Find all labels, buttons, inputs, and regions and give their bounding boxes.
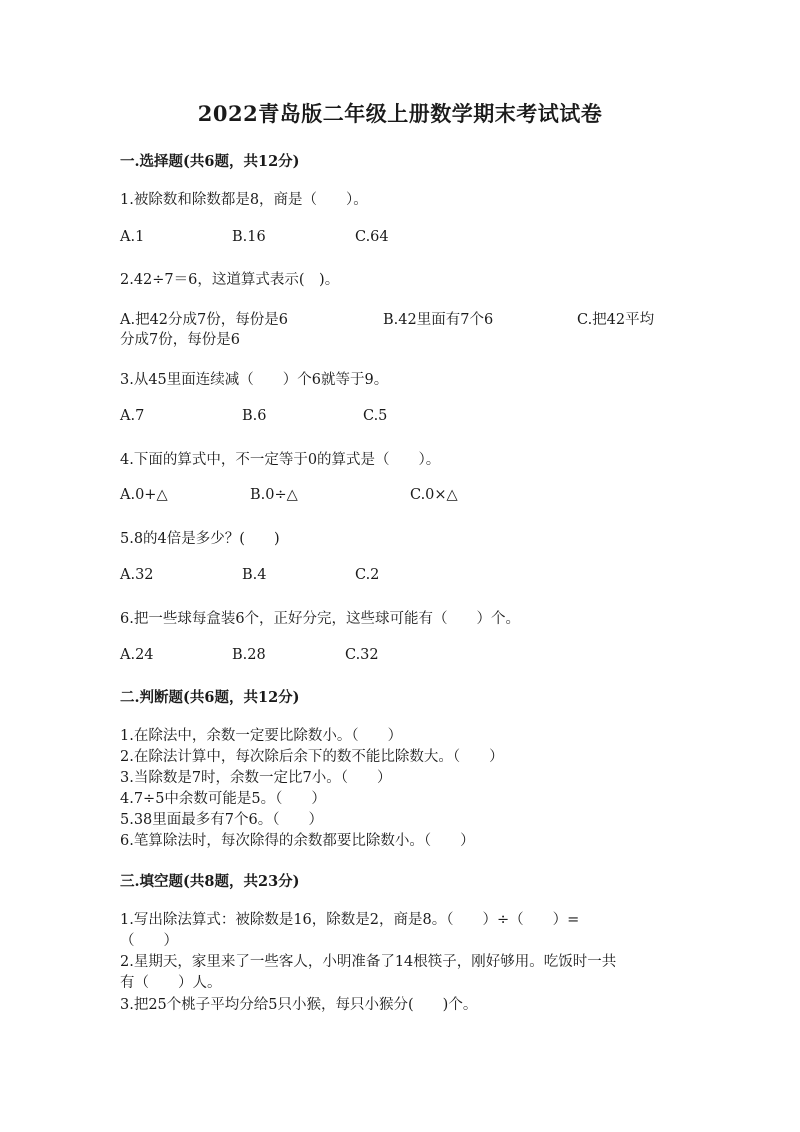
option-c: C.0×△ — [410, 487, 458, 503]
judgement-item: 2.在除法计算中，每次除后余下的数不能比除数大。（ ） — [120, 749, 504, 765]
option-c: C.5 — [363, 408, 388, 424]
fill-in-line: 1.写出除法算式：被除数是16，除数是2，商是8。（ ）÷（ ）= — [120, 912, 580, 928]
question-stem: 3.从45里面连续减（ ）个6就等于9。 — [120, 372, 389, 388]
option-a: A.1 — [120, 229, 145, 245]
fill-in-line: 有（ ）人。 — [120, 975, 222, 991]
fill-in-line: 2.星期天，家里来了一些客人，小明准备了14根筷子，刚好够用。吃饭时一共 — [120, 954, 617, 970]
option-c: C.把42平均 — [577, 312, 655, 328]
question-stem: 4.下面的算式中，不一定等于0的算式是（ ）。 — [120, 452, 441, 468]
page-title: 2022青岛版二年级上册数学期末考试试卷 — [197, 101, 603, 126]
fill-in-line: （ ） — [120, 933, 178, 949]
question-stem: 2.42÷7＝6，这道算式表示( )。 — [120, 272, 340, 288]
question-stem: 1.被除数和除数都是8，商是（ ）。 — [120, 192, 368, 208]
option-c: C.64 — [355, 229, 389, 245]
judgement-item: 3.当除数是7时，余数一定比7小。（ ） — [120, 770, 392, 786]
judgement-item: 5.38里面最多有7个6。（ ） — [120, 812, 323, 828]
section-heading-fill-in: 三.填空题(共8题，共23分) — [120, 873, 300, 890]
fill-in-line: 3.把25个桃子平均分给5只小猴，每只小猴分( )个。 — [120, 997, 478, 1013]
option-continuation: 分成7份，每份是6 — [120, 332, 240, 348]
section-heading-choice: 一.选择题(共6题，共12分) — [120, 153, 300, 170]
option-b: B.6 — [242, 408, 267, 424]
judgement-item: 6.笔算除法时，每次除得的余数都要比除数小。（ ） — [120, 833, 475, 849]
option-a: A.32 — [120, 567, 154, 583]
section-heading-judgement: 二.判断题(共6题，共12分) — [120, 689, 300, 706]
option-b: B.0÷△ — [250, 487, 298, 503]
option-a: A.24 — [120, 647, 154, 663]
judgement-item: 4.7÷5中余数可能是5。（ ） — [120, 791, 326, 807]
question-stem: 5.8的4倍是多少？( ) — [120, 531, 280, 547]
option-a: A.把42分成7份，每份是6 — [120, 312, 288, 328]
option-b: B.42里面有7个6 — [383, 312, 494, 328]
judgement-item: 1.在除法中，余数一定要比除数小。（ ） — [120, 728, 403, 744]
option-c: C.2 — [355, 567, 380, 583]
option-a: A.0+△ — [120, 487, 168, 503]
option-b: B.28 — [232, 647, 266, 663]
option-b: B.16 — [232, 229, 266, 245]
option-b: B.4 — [242, 567, 267, 583]
option-c: C.32 — [345, 647, 379, 663]
question-stem: 6.把一些球每盒装6个，正好分完，这些球可能有（ ）个。 — [120, 611, 521, 627]
option-a: A.7 — [120, 408, 145, 424]
